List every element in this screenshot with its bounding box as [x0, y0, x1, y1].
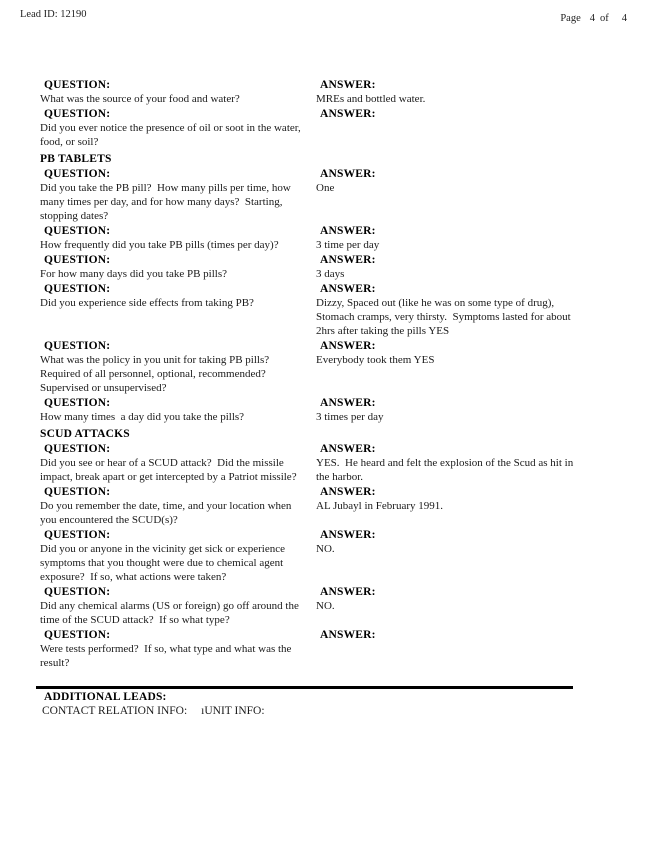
question-text: What was the source of your food and water? — [40, 93, 240, 105]
unit-info-label: ıUNIT INFO: — [201, 705, 265, 717]
answer-text: Everybody took them YES — [316, 354, 435, 366]
qa-row — [40, 585, 585, 627]
page-indicator — [560, 13, 627, 24]
question-label: QUESTION: — [44, 168, 111, 180]
answer-label: ANSWER: — [320, 397, 376, 409]
answer-text: One — [316, 182, 335, 194]
question-label: QUESTION: — [44, 586, 111, 598]
question-text: Did you experience side effects from taking PB? — [40, 297, 254, 309]
section-title-scud-attacks: SCUD ATTACKS — [40, 428, 130, 440]
question-label: QUESTION: — [44, 443, 111, 455]
answer-label: ANSWER: — [320, 168, 376, 180]
answer-text: MREs and bottled water. — [316, 93, 426, 105]
question-text: For how many days did you take PB pills? — [40, 268, 227, 280]
answer-label: ANSWER: — [320, 443, 376, 455]
question-text: Did you take the PB pill? How many pills per time, how many times per day, and for how many days? Starting, stopping dates? — [40, 182, 294, 222]
answer-label: ANSWER: — [320, 79, 376, 91]
question-text: How frequently did you take PB pills (times per day)? — [40, 239, 279, 251]
answer-label: ANSWER: — [320, 225, 376, 237]
qa-row — [40, 78, 585, 106]
answer-label: ANSWER: — [320, 529, 376, 541]
section-title-pb-tablets: PB TABLETS — [40, 153, 112, 165]
divider-line — [36, 686, 573, 689]
question-label: QUESTION: — [44, 486, 111, 498]
question-text: Do you remember the date, time, and your location when you encountered the SCUD(s)? — [40, 500, 295, 526]
question-label: QUESTION: — [44, 529, 111, 541]
answer-label: ANSWER: — [320, 629, 376, 641]
answer-label: ANSWER: — [320, 254, 376, 266]
answer-label: ANSWER: — [320, 486, 376, 498]
answer-text: YES. He heard and felt the explosion of the Scud as hit in the harbor. — [316, 457, 576, 483]
answer-label: ANSWER: — [320, 108, 376, 120]
qa-row — [40, 396, 585, 424]
contact-relation-info-label: CONTACT RELATION INFO: — [42, 705, 188, 717]
answer-text: Dizzy, Spaced out (like he was on some type of drug), Stomach cramps, very thirsty. Symptoms lasted for about 2hrs after taking the pills YES — [316, 297, 574, 337]
answer-text: AL Jubayl in February 1991. — [316, 500, 443, 512]
question-text: Did you or anyone in the vicinity get sick or experience symptoms that you thought were due to chemical agent exposure? If so, what actions were taken? — [40, 543, 288, 583]
qa-row — [40, 442, 585, 484]
qa-row — [40, 528, 585, 584]
question-label: QUESTION: — [44, 340, 111, 352]
lead-id: Lead ID: 12190 — [20, 9, 87, 20]
answer-label: ANSWER: — [320, 283, 376, 295]
answer-text: 3 times per day — [316, 411, 384, 423]
answer-text: NO. — [316, 600, 335, 612]
qa-row — [40, 628, 585, 670]
qa-content — [40, 78, 585, 671]
answer-label: ANSWER: — [320, 586, 376, 598]
qa-row — [40, 253, 585, 281]
answer-label: ANSWER: — [320, 340, 376, 352]
qa-row — [40, 339, 585, 395]
qa-row — [40, 167, 585, 223]
question-label: QUESTION: — [44, 225, 111, 237]
question-text: Did you see or hear of a SCUD attack? Did the missile impact, break apart or get intercepted by a Patriot missile? — [40, 457, 297, 483]
question-text: Were tests performed? If so, what type and what was the result? — [40, 643, 295, 669]
answer-text: NO. — [316, 543, 335, 555]
question-text: How many times a day did you take the pills? — [40, 411, 245, 423]
page-current: 4 — [589, 13, 595, 24]
answer-text: 3 time per day — [316, 239, 380, 251]
question-text: Did any chemical alarms (US or foreign) go off around the time of the SCUD attack? If so what type? — [40, 600, 302, 626]
qa-row — [40, 107, 585, 149]
qa-row — [40, 282, 585, 338]
question-text: Did you ever notice the presence of oil or soot in the water, food, or soil? — [40, 122, 304, 148]
question-text: What was the policy in you unit for taking PB pills? Required of all personnel, optional, recommended? Supervised or unsupervised? — [40, 354, 272, 394]
additional-leads-label: ADDITIONAL LEADS: — [44, 691, 167, 703]
question-label: QUESTION: — [44, 254, 111, 266]
question-label: QUESTION: — [44, 108, 111, 120]
page-total: 4 — [621, 13, 627, 24]
question-label: QUESTION: — [44, 629, 111, 641]
question-label: QUESTION: — [44, 79, 111, 91]
page-label: Page — [560, 13, 581, 24]
qa-row — [40, 224, 585, 252]
question-label: QUESTION: — [44, 397, 111, 409]
question-label: QUESTION: — [44, 283, 111, 295]
page-of-label: of — [600, 13, 609, 24]
answer-text: 3 days — [316, 268, 345, 280]
qa-row — [40, 485, 585, 527]
additional-leads-section — [36, 686, 576, 718]
